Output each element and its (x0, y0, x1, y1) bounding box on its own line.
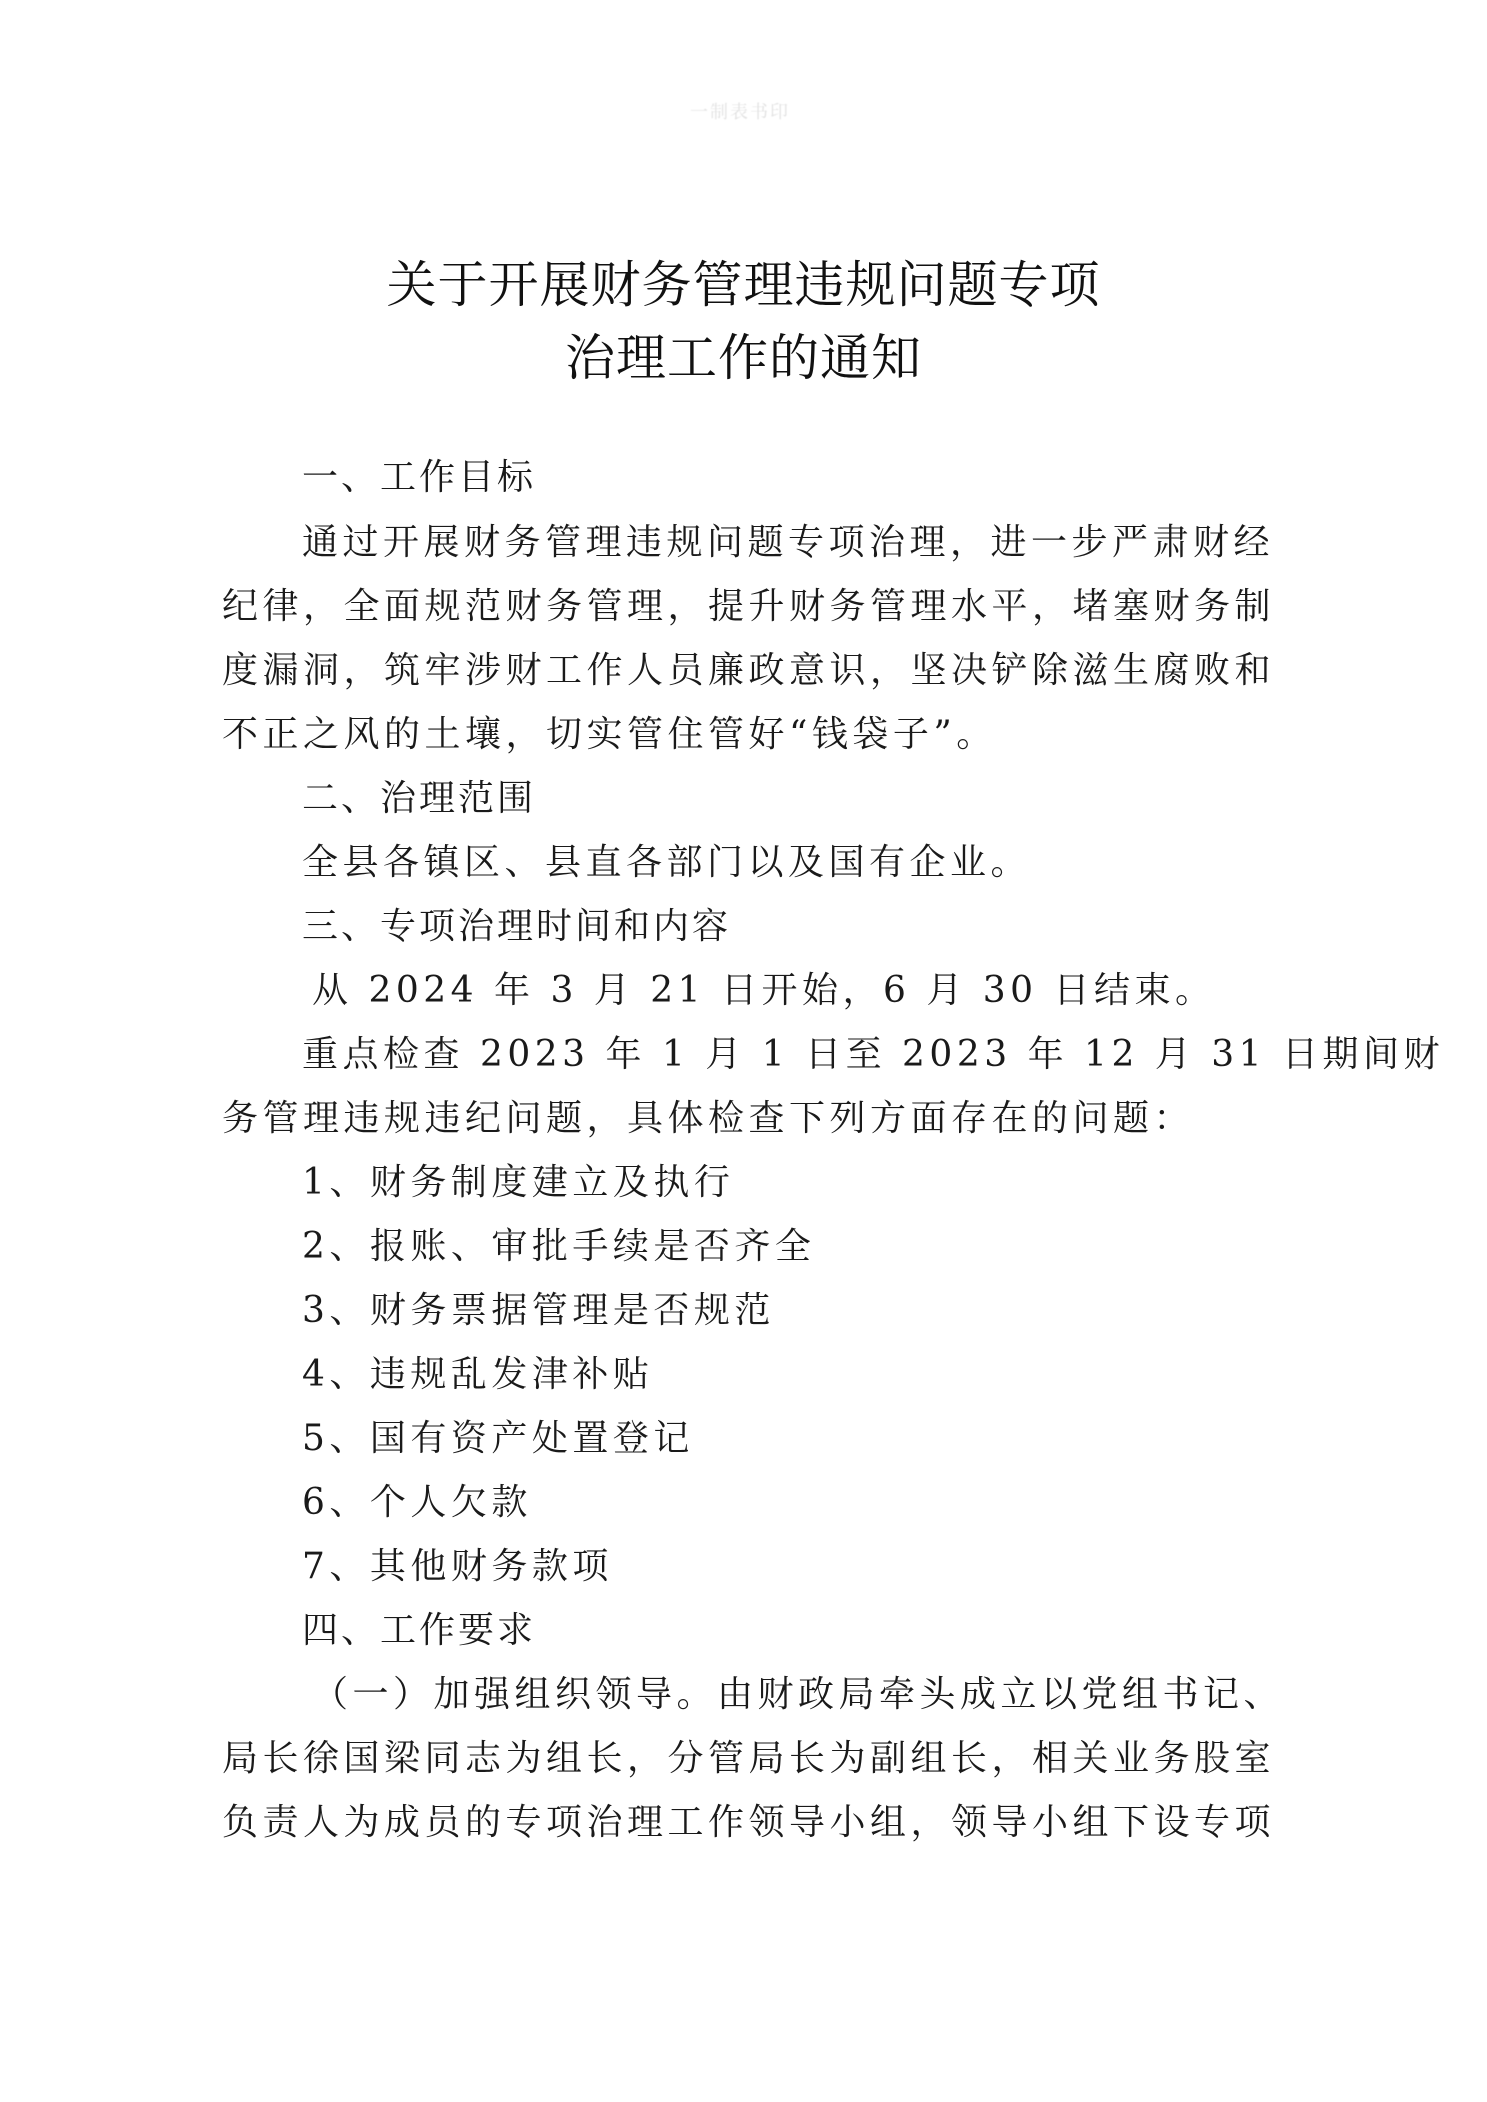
section-1-paragraph-line-3: 度漏洞，筑牢涉财工作人员廉政意识，坚决铲除滋生腐败和 (222, 650, 1276, 691)
list-item: 1、财务制度建立及执行 (302, 1162, 735, 1203)
faint-header-mark: 一制表书印 (690, 102, 790, 123)
title-line-2: 治理工作的通知 (565, 329, 922, 387)
section-1-heading: 一、工作目标 (302, 457, 537, 498)
section-3-paragraph-line-2: 务管理违规违纪问题，具体检查下列方面存在的问题： (222, 1098, 1195, 1139)
section-4-paragraph-line-3: 负责人为成员的专项治理工作领导小组，领导小组下设专项 (222, 1802, 1276, 1843)
section-3-period: 从 2024 年 3 月 21 日开始，6 月 30 日结束。 (312, 970, 1216, 1011)
list-item: 5、国有资产处置登记 (302, 1418, 694, 1459)
list-item: 3、财务票据管理是否规范 (302, 1290, 775, 1331)
section-1-paragraph-line-4: 不正之风的土壤，切实管住管好“钱袋子”。 (222, 714, 997, 755)
list-item: 7、其他财务款项 (302, 1546, 613, 1587)
title-line-1: 关于开展财务管理违规问题专项 (386, 256, 1101, 314)
section-1-paragraph-line-2: 纪律，全面规范财务管理，提升财务管理水平，堵塞财务制 (222, 586, 1276, 627)
list-item: 4、违规乱发津补贴 (302, 1354, 654, 1395)
list-item: 2、报账、审批手续是否齐全 (302, 1226, 816, 1267)
section-4-paragraph-line-1: （一）加强组织领导。由财政局牵头成立以党组书记、 (312, 1674, 1285, 1715)
list-item: 6、个人欠款 (302, 1482, 532, 1523)
section-1-paragraph-line-1: 通过开展财务管理违规问题专项治理，进一步严肃财经 (302, 522, 1275, 563)
section-3-heading: 三、专项治理时间和内容 (302, 906, 732, 947)
section-3-paragraph-line-1: 重点检查 2023 年 1 月 1 日至 2023 年 12 月 31 日期间财 (302, 1034, 1444, 1075)
section-2-paragraph: 全县各镇区、县直各部门以及国有企业。 (302, 842, 1032, 883)
section-2-heading: 二、治理范围 (302, 778, 537, 819)
section-4-heading: 四、工作要求 (302, 1610, 537, 1651)
section-4-paragraph-line-2: 局长徐国梁同志为组长，分管局长为副组长，相关业务股室 (222, 1738, 1276, 1779)
